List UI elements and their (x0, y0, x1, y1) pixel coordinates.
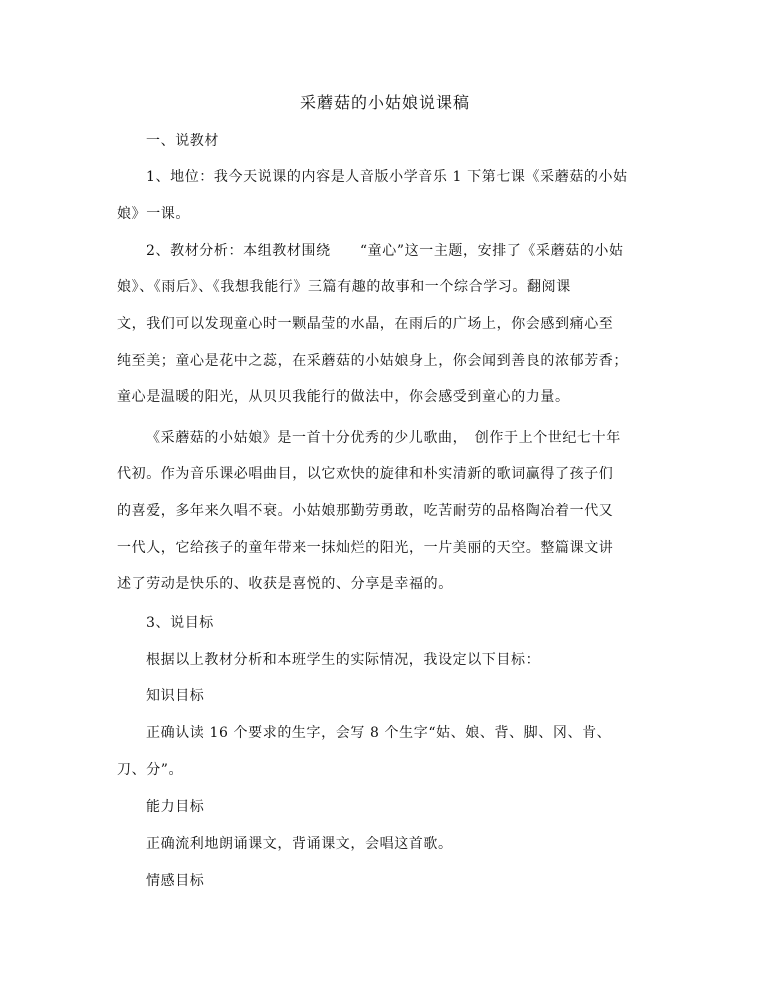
paragraph-line: 童心是温暖的阳光，从贝贝我能行的做法中，你会感受到童心的力量。 (117, 389, 570, 405)
paragraph-line: 刀、分”。 (117, 762, 184, 778)
subheading-ability-goal: 能力目标 (146, 799, 205, 815)
section-heading-textbook: 一、说教材 (146, 133, 219, 149)
paragraph-line: 一代人，它给孩子的童年带来一抹灿烂的阳光，一片美丽的天空。整篇课文讲 (117, 540, 614, 556)
paragraph-line: 正确认读 16 个要求的生字，会写 8 个生字“姑、娘、背、脚、冈、肯、 (146, 725, 612, 741)
subheading-emotion-goal: 情感目标 (146, 873, 205, 889)
document-title: 采蘑菇的小姑娘说课稿 (299, 93, 470, 112)
paragraph-line: 2、教材分析：本组教材围绕 “童心”这一主题，安排了《采蘑菇的小姑 (146, 243, 624, 259)
paragraph-line: 述了劳动是快乐的、收获是喜悦的、分享是幸福的。 (117, 576, 453, 592)
paragraph-line: 根据以上教材分析和本班学生的实际情况，我设定以下目标： (146, 652, 541, 668)
subheading-knowledge-goal: 知识目标 (146, 688, 205, 704)
paragraph-line: 文，我们可以发现童心时一颗晶莹的水晶，在雨后的广场上，你会感到痛心至 (117, 316, 614, 332)
paragraph-line: 娘》一课。 (117, 206, 190, 222)
section-heading-objectives: 3、说目标 (146, 615, 214, 631)
paragraph-line: 纯至美；童心是花中之蕊，在采蘑菇的小姑娘身上，你会闻到善良的浓郁芳香； (117, 353, 628, 369)
paragraph-line: 代初。作为音乐课必唱曲目，以它欢快的旋律和朴实清新的歌词赢得了孩子们 (117, 466, 614, 482)
paragraph-line: 的喜爱，多年来久唱不衰。小姑娘那勤劳勇敢，吃苦耐劳的品格陶冶着一代又 (117, 503, 614, 519)
paragraph-line: 娘》、《雨后》、《我想我能行》三篇有趣的故事和一个综合学习。翻阅课 (117, 279, 571, 295)
paragraph-line: 《采蘑菇的小姑娘》是一首十分优秀的少儿歌曲， 创作于上个世纪七十年 (146, 430, 621, 446)
paragraph-line: 1、地位：我今天说课的内容是人音版小学音乐 1 下第七课《采蘑菇的小姑 (146, 169, 628, 185)
paragraph-line: 正确流利地朗诵课文，背诵课文，会唱这首歌。 (146, 836, 453, 852)
